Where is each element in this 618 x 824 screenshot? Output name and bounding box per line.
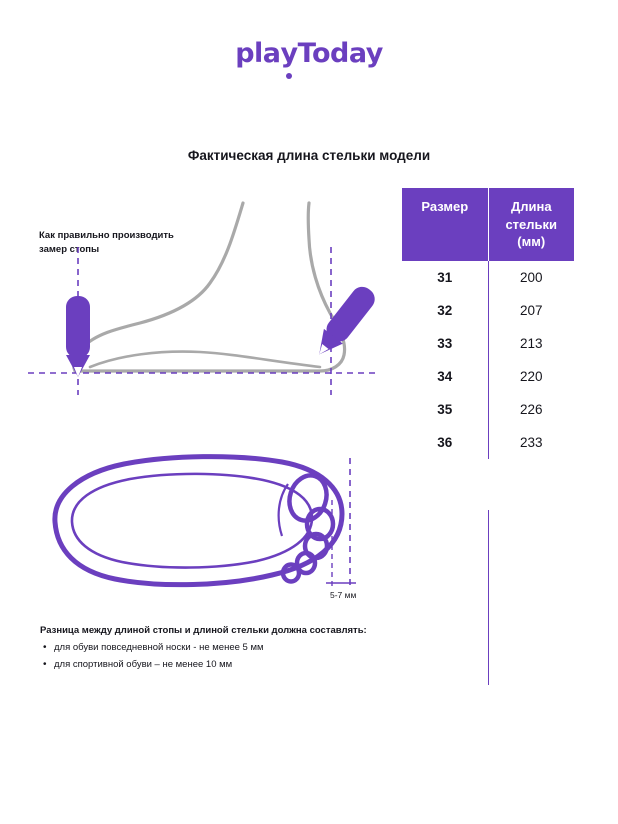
column-header-line1: Длина xyxy=(510,199,552,214)
measure-instruction-note: Как правильно производить замер стопы xyxy=(39,230,174,255)
cell-size: 32 xyxy=(402,294,488,327)
table-row xyxy=(402,261,574,294)
table-row xyxy=(402,327,574,360)
column-header-size: Размер xyxy=(402,188,488,261)
pencil-left-icon xyxy=(66,296,90,377)
cell-length: 213 xyxy=(519,335,543,351)
list-item: • для спортивной обуви – не менее 10 мм xyxy=(54,659,370,671)
table-row xyxy=(402,426,574,459)
column-header-insole-length xyxy=(488,188,574,261)
foot-side-view-illustration xyxy=(20,195,390,425)
cell-size: 31 xyxy=(402,261,488,294)
cell-length: 220 xyxy=(519,368,543,384)
table-row xyxy=(402,360,574,393)
brand-name-accent-letter xyxy=(281,38,298,69)
cell-length: 200 xyxy=(519,269,543,285)
cell-size: 33 xyxy=(402,327,488,360)
cell-length: 226 xyxy=(519,401,543,417)
brand-logo xyxy=(0,38,618,69)
footnotes-block xyxy=(40,625,370,677)
table-header-row xyxy=(402,188,574,261)
footnotes-title: Разница между длиной стопы и длиной стельки должна составлять: xyxy=(40,625,367,636)
table-row xyxy=(402,393,574,426)
toe-gap-label: 5-7 мм xyxy=(330,590,357,600)
table-row xyxy=(402,294,574,327)
list-item: • для обуви повседневной носки - не менее 5 мм xyxy=(54,642,370,654)
brand-name-part2: Today xyxy=(297,38,383,69)
brand-accent-letter-text: y xyxy=(280,38,298,69)
column-header-line3: (мм) xyxy=(517,234,546,250)
brand-dot-icon xyxy=(286,73,292,79)
cell-length: 233 xyxy=(519,434,543,450)
cell-size: 34 xyxy=(402,360,488,393)
cell-length: 207 xyxy=(519,302,543,318)
footnotes-list xyxy=(40,642,370,672)
cell-size: 35 xyxy=(402,393,488,426)
size-table xyxy=(402,188,574,459)
page-title: Фактическая длина стельки модели xyxy=(187,148,431,163)
column-header-line2: стельки xyxy=(505,216,558,232)
brand-name-part1: pla xyxy=(235,38,281,69)
table-divider-line xyxy=(488,510,489,685)
cell-size: 36 xyxy=(402,426,488,459)
